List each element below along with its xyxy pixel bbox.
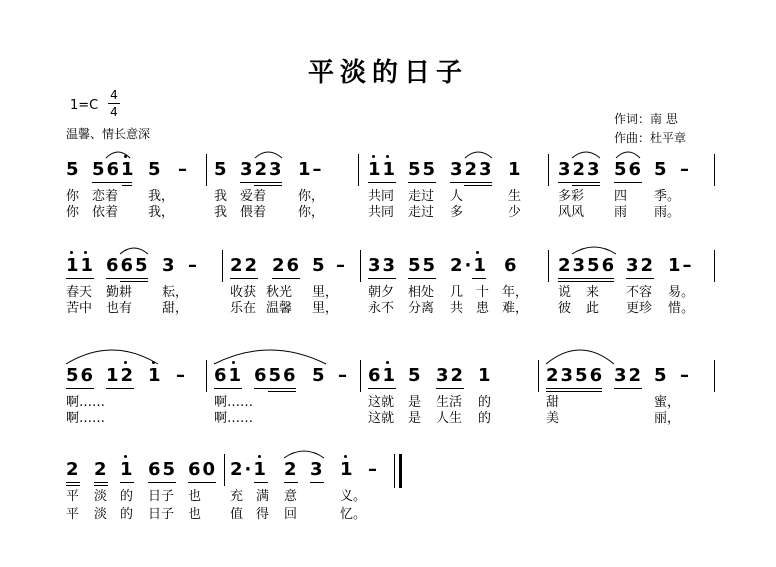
lyric: 不容 xyxy=(626,285,653,300)
double-beam-underline xyxy=(546,391,602,392)
beam-underline xyxy=(368,388,396,389)
note-group: 665 xyxy=(106,255,150,276)
note-group: 32 xyxy=(626,255,656,276)
lyric: 这就 xyxy=(368,411,395,426)
barline xyxy=(206,360,207,392)
note-group: 5 xyxy=(66,159,81,180)
beam-underline xyxy=(368,278,396,279)
lyric: 难， xyxy=(502,301,529,316)
lyric: 温馨 xyxy=(266,301,293,316)
note-group: – xyxy=(368,459,379,480)
note-group: 5 xyxy=(408,365,423,386)
slur xyxy=(255,152,282,158)
barline xyxy=(548,250,549,282)
beam-underline xyxy=(106,278,148,279)
barline xyxy=(358,154,359,186)
lyric: 耘， xyxy=(162,285,189,300)
barline xyxy=(222,250,223,282)
lyric: 是 xyxy=(408,395,422,410)
note-group: 26 xyxy=(272,255,302,276)
lyric: 更珍 xyxy=(626,301,653,316)
lyric: 人 xyxy=(450,189,464,204)
lyric: 啊…… xyxy=(66,411,106,426)
double-beam-underline xyxy=(94,485,108,486)
high-octave-dot xyxy=(124,361,127,364)
time-signature-bottom: 4 xyxy=(110,105,118,119)
lyric: 十 xyxy=(476,285,490,300)
beam-underline xyxy=(66,278,94,279)
lyric: 偎着 xyxy=(240,205,267,220)
note-group: 2·1 xyxy=(230,459,268,480)
lyric: 我， xyxy=(148,189,175,204)
lyric: 甜， xyxy=(162,301,189,316)
lyric: 相处 xyxy=(408,285,435,300)
lyric: 日子 xyxy=(148,489,175,504)
beam-underline xyxy=(272,278,300,279)
lyric: 啊…… xyxy=(214,395,254,410)
note-group: 323 xyxy=(450,159,494,180)
lyric: 你 xyxy=(66,205,80,220)
lyric: 的 xyxy=(120,489,134,504)
lyric: 的 xyxy=(478,395,492,410)
beam-underline xyxy=(92,182,132,183)
note-group: 323 xyxy=(558,159,602,180)
song-title: 平淡的日子 xyxy=(307,58,468,88)
lyric: 是 xyxy=(408,411,422,426)
note-group: – xyxy=(680,365,691,386)
beam-underline xyxy=(614,182,642,183)
lyric: 也有 xyxy=(106,301,133,316)
note-group: 2356 xyxy=(546,365,605,386)
note-group: 1– xyxy=(668,255,694,276)
lyric: 淡 xyxy=(94,507,108,522)
lyric: 共同 xyxy=(368,189,395,204)
beam-underline xyxy=(148,482,176,483)
double-beam-underline xyxy=(558,281,614,282)
composer-credit: 作曲：杜平章 xyxy=(614,131,687,145)
note-group: 1 xyxy=(508,159,523,180)
lyric: 爱着 xyxy=(240,189,267,204)
note-group: 61 xyxy=(368,365,398,386)
note-group: 55 xyxy=(408,159,438,180)
slur xyxy=(546,350,614,364)
lyric: 我 xyxy=(214,205,228,220)
note-group: 65 xyxy=(148,459,178,480)
beam-underline xyxy=(66,388,94,389)
beam-underline xyxy=(254,482,268,483)
lyric: 走过 xyxy=(408,205,435,220)
note-group: 5 xyxy=(654,365,669,386)
note-group: 5 xyxy=(148,159,163,180)
slur xyxy=(214,350,326,364)
barline xyxy=(714,360,715,392)
lyric: 的 xyxy=(478,411,492,426)
barline xyxy=(538,360,539,392)
lyric: 平 xyxy=(66,489,80,504)
note-group: 60 xyxy=(188,459,218,480)
note-group: 5 xyxy=(654,159,669,180)
double-beam-underline xyxy=(122,185,132,186)
note-group: 6 xyxy=(504,255,519,276)
lyric: 平 xyxy=(66,507,80,522)
lyric: 啊…… xyxy=(66,395,106,410)
fraction-bar xyxy=(108,103,120,104)
high-octave-dot xyxy=(84,251,87,254)
beam-underline xyxy=(368,182,396,183)
lyric: 勤耕 xyxy=(106,285,133,300)
lyric: 里， xyxy=(312,285,339,300)
beam-underline xyxy=(94,482,108,483)
lyric: 春天 xyxy=(66,285,93,300)
lyric: 多 xyxy=(450,205,464,220)
beam-underline xyxy=(310,482,324,483)
lyric: 风风 xyxy=(558,205,585,220)
lyric: 秋光 xyxy=(266,285,293,300)
lyric: 充 xyxy=(230,489,244,504)
beam-underline xyxy=(558,182,600,183)
lyric: 苦中 xyxy=(66,301,93,316)
slur xyxy=(616,152,640,158)
lyric: 此 xyxy=(586,301,600,316)
note-group: – xyxy=(188,255,199,276)
high-octave-dot xyxy=(124,455,127,458)
lyric: 的 xyxy=(120,507,134,522)
double-beam-underline xyxy=(120,281,148,282)
lyric: 朝夕 xyxy=(368,285,395,300)
lyricist-credit: 作词：南 思 xyxy=(614,112,678,126)
note-group: 22 xyxy=(230,255,260,276)
beam-underline xyxy=(558,278,614,279)
note-group: 56 xyxy=(614,159,644,180)
double-beam-underline xyxy=(268,391,296,392)
beam-underline xyxy=(120,482,134,483)
lyric: 淡 xyxy=(94,489,108,504)
lyric: 我， xyxy=(148,205,175,220)
lyric: 少 xyxy=(508,205,522,220)
note-group: – xyxy=(176,365,187,386)
high-octave-dot xyxy=(70,251,73,254)
high-octave-dot xyxy=(258,455,261,458)
lyric: 忆。 xyxy=(340,507,367,522)
lyric: 易。 xyxy=(668,285,695,300)
slur xyxy=(465,152,492,158)
double-beam-underline xyxy=(572,185,600,186)
high-octave-dot xyxy=(152,361,155,364)
lyric: 说 xyxy=(558,285,572,300)
note-group: 1– xyxy=(298,159,324,180)
lyric: 丽， xyxy=(654,411,681,426)
lyric: 永不 xyxy=(368,301,395,316)
barline xyxy=(360,250,361,282)
note-group: 3 xyxy=(162,255,177,276)
note-group: 5 xyxy=(312,365,327,386)
lyric: 生活 xyxy=(436,395,463,410)
note-group: 12 xyxy=(106,365,136,386)
lyric: 雨。 xyxy=(654,205,681,220)
barline xyxy=(206,154,207,186)
note-group: – xyxy=(338,365,349,386)
beam-underline xyxy=(214,388,242,389)
lyric: 分离 xyxy=(408,301,435,316)
double-beam-underline xyxy=(254,185,282,186)
beam-underline xyxy=(436,388,464,389)
note-group: 323 xyxy=(240,159,284,180)
barline xyxy=(714,250,715,282)
expression-marking: 温馨、情长意深 xyxy=(66,127,151,141)
lyric: 多彩 xyxy=(558,189,585,204)
slur xyxy=(120,248,148,254)
lyric: 人生 xyxy=(436,411,463,426)
barline xyxy=(548,154,549,186)
note-group: 32 xyxy=(614,365,644,386)
final-barline-thin xyxy=(394,454,395,488)
lyric: 生 xyxy=(508,189,522,204)
beam-underline xyxy=(284,482,298,483)
high-octave-dot xyxy=(386,155,389,158)
lyric: 共同 xyxy=(368,205,395,220)
lyric: 患 xyxy=(476,301,490,316)
double-beam-underline xyxy=(66,485,80,486)
lyric: 甜 xyxy=(546,395,560,410)
slur xyxy=(66,350,158,364)
lyric: 恋着 xyxy=(92,189,119,204)
note-group: 2 xyxy=(66,459,81,480)
lyric: 季。 xyxy=(654,189,681,204)
final-barline-thick xyxy=(399,454,402,488)
lyric: 来 xyxy=(586,285,600,300)
key-signature: 1=C xyxy=(70,98,99,113)
lyric: 依着 xyxy=(92,205,119,220)
lyric: 我 xyxy=(214,189,228,204)
note-group: 55 xyxy=(408,255,438,276)
note-group: 5 xyxy=(312,255,327,276)
high-octave-dot xyxy=(344,455,347,458)
time-signature xyxy=(108,88,120,119)
beam-underline xyxy=(626,278,654,279)
lyric: 年， xyxy=(502,285,529,300)
barline xyxy=(360,360,361,392)
lyric: 惜。 xyxy=(668,301,695,316)
note-group: 2·1 xyxy=(450,255,488,276)
note-group: 33 xyxy=(368,255,398,276)
note-group: 2 xyxy=(94,459,109,480)
lyric: 蜜， xyxy=(654,395,681,410)
barline xyxy=(224,454,225,486)
note-group: 656 xyxy=(254,365,298,386)
note-group: 32 xyxy=(436,365,466,386)
lyric: 也 xyxy=(188,507,202,522)
double-beam-underline xyxy=(464,185,492,186)
beam-underline xyxy=(614,388,642,389)
slur xyxy=(572,152,600,158)
beam-underline xyxy=(408,278,436,279)
beam-underline xyxy=(450,182,492,183)
lyric: 这就 xyxy=(368,395,395,410)
note-group: – xyxy=(178,159,189,180)
lyric: 意 xyxy=(284,489,298,504)
slur xyxy=(572,247,616,254)
lyric: 共 xyxy=(450,301,464,316)
note-group: 3 xyxy=(310,459,325,480)
high-octave-dot xyxy=(372,155,375,158)
lyric: 你， xyxy=(298,189,325,204)
high-octave-dot xyxy=(386,361,389,364)
lyric: 义。 xyxy=(340,489,367,504)
lyric: 美 xyxy=(546,411,560,426)
high-octave-dot xyxy=(476,251,479,254)
note-group: 1 xyxy=(478,365,493,386)
note-group: – xyxy=(680,159,691,180)
lyric: 啊…… xyxy=(214,411,254,426)
beam-underline xyxy=(188,482,216,483)
beam-underline xyxy=(254,388,296,389)
note-group: 11 xyxy=(66,255,96,276)
lyric: 满 xyxy=(256,489,270,504)
high-octave-dot xyxy=(124,155,127,158)
lyric: 回 xyxy=(284,507,298,522)
beam-underline xyxy=(230,278,258,279)
lyric: 你 xyxy=(66,189,80,204)
barline xyxy=(714,154,715,186)
slur xyxy=(284,451,324,458)
lyric: 雨 xyxy=(614,205,628,220)
lyric: 也 xyxy=(188,489,202,504)
time-signature-top: 4 xyxy=(110,88,118,102)
beam-underline xyxy=(408,182,436,183)
note-group: 561 xyxy=(92,159,136,180)
lyric: 得 xyxy=(256,507,270,522)
note-group: 5 xyxy=(214,159,229,180)
lyric: 里， xyxy=(312,301,339,316)
note-group: 1 xyxy=(120,459,135,480)
note-group: 11 xyxy=(368,159,398,180)
note-group: – xyxy=(336,255,347,276)
lyric: 日子 xyxy=(148,507,175,522)
note-group: 1 xyxy=(340,459,355,480)
note-group: 61 xyxy=(214,365,244,386)
note-group: 2 xyxy=(284,459,299,480)
high-octave-dot xyxy=(232,361,235,364)
beam-underline xyxy=(546,388,602,389)
lyric: 走过 xyxy=(408,189,435,204)
lyric: 你， xyxy=(298,205,325,220)
note-group: 1 xyxy=(148,365,163,386)
note-group: 2356 xyxy=(558,255,617,276)
note-group: 56 xyxy=(66,365,96,386)
beam-underline xyxy=(66,482,80,483)
lyric: 值 xyxy=(230,507,244,522)
beam-underline xyxy=(106,388,134,389)
lyric: 乐在 xyxy=(230,301,257,316)
beam-underline xyxy=(472,278,486,279)
lyric: 几 xyxy=(450,285,464,300)
lyric: 彼 xyxy=(558,301,572,316)
lyric: 四 xyxy=(614,189,628,204)
lyric: 收获 xyxy=(230,285,257,300)
beam-underline xyxy=(240,182,282,183)
